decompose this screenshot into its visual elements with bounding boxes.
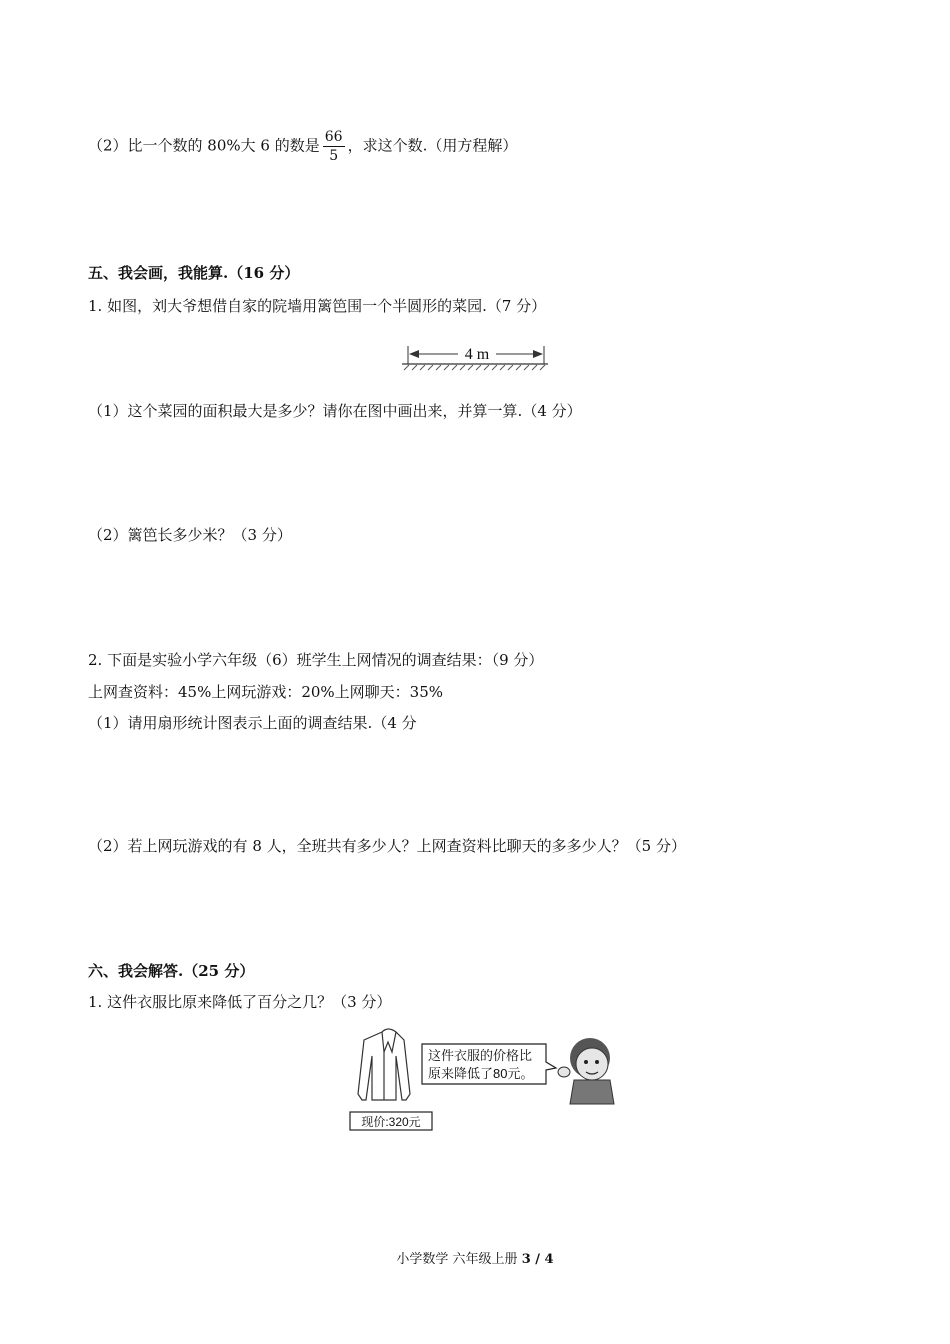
- boy-icon: [558, 1038, 614, 1104]
- fraction: [323, 128, 345, 165]
- footer-text: 小学数学 六年级上册: [396, 1252, 522, 1267]
- section-5-question-1: 1. 如图，刘大爷想借自家的院墙用篱笆围一个半圆形的菜园.（7 分）: [88, 297, 547, 315]
- wall-diagram-svg: [398, 340, 550, 374]
- coat-icon: [358, 1029, 410, 1100]
- coat-illustration: [338, 1022, 624, 1138]
- wall-length-label: 4 m: [464, 346, 490, 363]
- fraction-numerator: 66: [324, 129, 343, 145]
- section-6-heading: 六、我会解答.（25 分）: [88, 962, 255, 980]
- bubble-line-2: 原来降低了80元。: [428, 1066, 534, 1081]
- question-4-2: [88, 128, 517, 165]
- bubble-line-1: 这件衣服的价格比: [428, 1048, 533, 1063]
- page-footer: [0, 1248, 950, 1267]
- section-5-question-2-1: （1）请用扇形统计图表示上面的调查结果.（4 分: [88, 714, 417, 732]
- question-4-2-suffix: ，求这个数.（用方程解）: [347, 136, 518, 155]
- fraction-denominator: 5: [329, 148, 339, 164]
- section-5-question-1-2: （2）篱笆长多少米？（3 分）: [88, 526, 292, 544]
- section-6-question-1: 1. 这件衣服比原来降低了百分之几？（3 分）: [88, 993, 392, 1011]
- coat-illustration-svg: [338, 1022, 624, 1138]
- section-5-question-2: 2. 下面是实验小学六年级（6）班学生上网情况的调查结果：（9 分）: [88, 651, 544, 669]
- section-5-heading: 五、我会画，我能算.（16 分）: [88, 264, 300, 282]
- page-number: 3 / 4: [521, 1252, 554, 1267]
- section-5-question-1-1: （1）这个菜园的面积最大是多少？请你在图中画出来，并算一算.（4 分）: [88, 402, 582, 420]
- price-tag-text: 现价:320元: [361, 1115, 421, 1129]
- section-5-question-2-2: （2）若上网玩游戏的有 8 人，全班共有多少人？上网查资料比聊天的多多少人？（5 分）: [88, 837, 686, 855]
- question-4-2-prefix: （2）比一个数的 80%大 6 的数是: [88, 136, 320, 155]
- section-5-question-2-data: 上网查资料：45%上网玩游戏：20%上网聊天：35%: [88, 683, 444, 701]
- wall-diagram: [398, 340, 550, 374]
